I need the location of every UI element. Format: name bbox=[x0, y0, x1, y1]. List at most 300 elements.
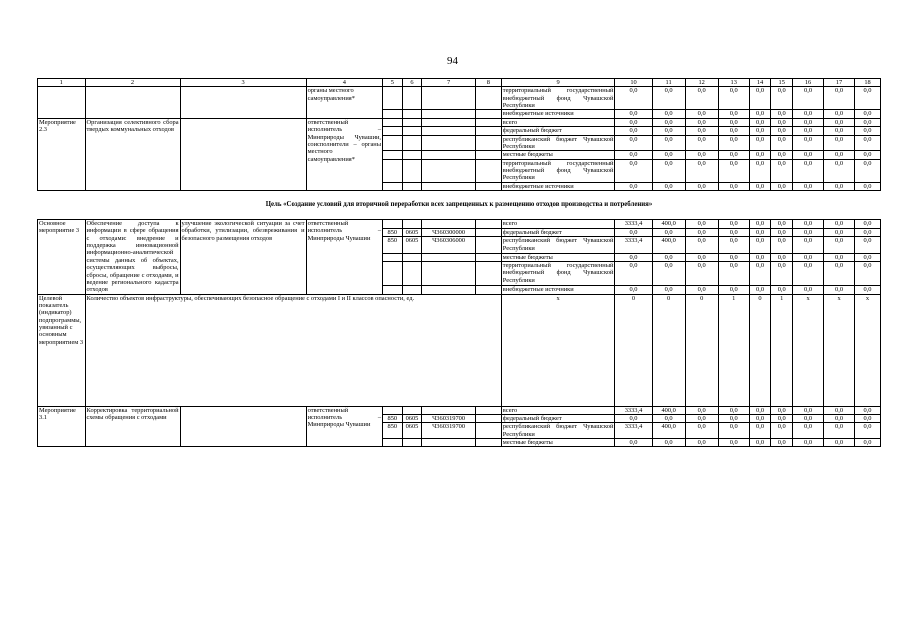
source-cell: республиканский бюджет Чувашской Республики bbox=[502, 237, 614, 252]
grbs-cell bbox=[383, 285, 403, 294]
value-cell: 0,0 bbox=[718, 118, 749, 126]
value-cell: 0,0 bbox=[685, 159, 718, 182]
source-cell: территориальный государственный внебюджетный фонд Чувашской Республики bbox=[502, 159, 614, 182]
code-cell bbox=[383, 110, 403, 118]
vr-cell bbox=[475, 118, 501, 126]
value-cell: 0,0 bbox=[718, 414, 749, 422]
value-cell: 0,0 bbox=[824, 118, 855, 126]
column-number: 6 bbox=[402, 79, 422, 87]
value-cell: 0,0 bbox=[771, 414, 793, 422]
value-cell: 0,0 bbox=[615, 87, 652, 110]
grbs-cell: 850 bbox=[383, 414, 403, 422]
cont-col2 bbox=[85, 87, 180, 118]
value-cell: 0,0 bbox=[793, 135, 824, 151]
value-cell: 0,0 bbox=[793, 118, 824, 126]
value-cell: 0,0 bbox=[652, 127, 685, 135]
value-cell: 0,0 bbox=[718, 228, 749, 237]
source-cell: внебюджетные источники bbox=[501, 285, 615, 294]
value-cell: 0,0 bbox=[855, 237, 881, 253]
value-cell: 400,0 bbox=[652, 237, 685, 253]
value-cell: 0,0 bbox=[793, 237, 824, 253]
value-cell: 0,0 bbox=[771, 285, 793, 294]
value-cell: 0,0 bbox=[652, 135, 685, 151]
vr-cell bbox=[475, 159, 501, 182]
value-cell: 0,0 bbox=[652, 414, 685, 422]
source-cell: республиканский бюджет Чувашской Республики bbox=[502, 135, 614, 150]
value-cell: 0,0 bbox=[718, 406, 749, 414]
rz-cell bbox=[402, 253, 422, 262]
value-cell: 0,0 bbox=[771, 127, 793, 135]
value-cell: 0,0 bbox=[771, 110, 793, 118]
column-number: 3 bbox=[180, 79, 306, 87]
rz-cell bbox=[402, 127, 422, 135]
value-cell: 0,0 bbox=[749, 127, 771, 135]
value-cell: 0,0 bbox=[824, 439, 855, 447]
vr-cell bbox=[475, 151, 501, 159]
grbs-cell bbox=[383, 135, 403, 151]
value-cell: 0,0 bbox=[615, 253, 652, 262]
indicator-label: Целевой показатель (индикатор) подпрограммы, увязанный с основным мероприятием 3 bbox=[38, 294, 86, 406]
source-cell: всего bbox=[501, 118, 615, 126]
rz-cell bbox=[402, 135, 422, 151]
value-cell: 0,0 bbox=[685, 127, 718, 135]
indicator-value: x bbox=[793, 294, 824, 406]
value-cell: 3333,4 bbox=[615, 423, 652, 439]
rz-cell bbox=[402, 285, 422, 294]
value-cell: 0,0 bbox=[749, 87, 771, 110]
source-cell: федеральный бюджет bbox=[501, 228, 615, 237]
grbs-cell: 850 bbox=[383, 237, 403, 253]
column-number: 9 bbox=[501, 79, 615, 87]
value-cell: 0,0 bbox=[615, 285, 652, 294]
value-cell: 0,0 bbox=[615, 110, 652, 118]
value-cell: 0,0 bbox=[824, 237, 855, 253]
indicator-value: 0 bbox=[615, 294, 652, 406]
vr-cell bbox=[475, 228, 501, 237]
csr-cell: Ч360306000 bbox=[422, 237, 476, 253]
value-cell: 0,0 bbox=[771, 151, 793, 159]
value-cell: 0,0 bbox=[615, 182, 652, 190]
vr-cell bbox=[475, 237, 501, 253]
csr-cell bbox=[422, 118, 476, 126]
value-cell: 0,0 bbox=[793, 151, 824, 159]
value-cell: 0,0 bbox=[793, 110, 824, 118]
value-cell: 0,0 bbox=[771, 439, 793, 447]
rz-cell: 0605 bbox=[402, 228, 422, 237]
value-cell: 0,0 bbox=[652, 285, 685, 294]
value-cell: 0,0 bbox=[652, 182, 685, 190]
measure-executor: ответственный исполнитель – Минприроды Чувашии bbox=[306, 220, 382, 295]
value-cell: 3333,4 bbox=[615, 237, 652, 253]
value-cell: 0,0 bbox=[793, 220, 824, 229]
cont-col3 bbox=[180, 87, 306, 118]
value-cell: 0,0 bbox=[685, 110, 718, 118]
value-cell: 0,0 bbox=[749, 159, 771, 182]
value-cell: 0,0 bbox=[855, 253, 881, 262]
rz-cell bbox=[402, 439, 422, 447]
table-row bbox=[38, 220, 881, 229]
value-cell: 0,0 bbox=[824, 159, 855, 182]
value-cell: 0,0 bbox=[749, 135, 771, 151]
code-cell bbox=[402, 110, 422, 118]
value-cell: 0,0 bbox=[793, 414, 824, 422]
csr-cell bbox=[422, 127, 476, 135]
value-cell: 0,0 bbox=[718, 151, 749, 159]
value-cell: 0,0 bbox=[824, 228, 855, 237]
grbs-cell bbox=[383, 182, 403, 190]
value-cell: 0,0 bbox=[749, 414, 771, 422]
value-cell: 0,0 bbox=[793, 228, 824, 237]
value-cell: 0,0 bbox=[685, 118, 718, 126]
vr-cell bbox=[475, 220, 501, 229]
value-cell: 0,0 bbox=[855, 285, 881, 294]
value-cell: 0,0 bbox=[652, 253, 685, 262]
value-cell: 0,0 bbox=[855, 159, 881, 182]
grbs-cell bbox=[383, 220, 403, 229]
indicator-value: 0 bbox=[749, 294, 771, 406]
value-cell: 0,0 bbox=[685, 237, 718, 253]
source-cell: всего bbox=[501, 220, 615, 229]
value-cell: 0,0 bbox=[793, 439, 824, 447]
value-cell: 0,0 bbox=[718, 220, 749, 229]
source-cell: территориальный государственный внебюджетный фонд Чувашской Республики bbox=[502, 87, 614, 110]
source-cell: местные бюджеты bbox=[501, 151, 615, 159]
csr-cell bbox=[422, 159, 476, 182]
value-cell: 0,0 bbox=[749, 406, 771, 414]
value-cell: 0,0 bbox=[771, 406, 793, 414]
rz-cell: 0605 bbox=[402, 237, 422, 253]
value-cell: 0,0 bbox=[855, 87, 881, 110]
rz-cell bbox=[402, 118, 422, 126]
value-cell: 0,0 bbox=[824, 127, 855, 135]
csr-cell: Ч360319700 bbox=[422, 423, 476, 439]
indicator-value: 0 bbox=[685, 294, 718, 406]
value-cell: 0,0 bbox=[771, 135, 793, 151]
column-number: 2 bbox=[85, 79, 180, 87]
value-cell: 0,0 bbox=[824, 110, 855, 118]
cont-executor: органы местного самоуправления* bbox=[306, 87, 382, 118]
vr-cell bbox=[475, 423, 501, 439]
value-cell: 0,0 bbox=[855, 135, 881, 151]
value-cell: 0,0 bbox=[749, 182, 771, 190]
value-cell: 0,0 bbox=[652, 439, 685, 447]
rz-cell: 0605 bbox=[402, 423, 422, 439]
value-cell: 0,0 bbox=[771, 220, 793, 229]
value-cell: 0,0 bbox=[652, 87, 685, 110]
value-cell: 0,0 bbox=[824, 406, 855, 414]
vr-cell bbox=[475, 285, 501, 294]
value-cell: 0,0 bbox=[652, 110, 685, 118]
value-cell: 0,0 bbox=[749, 151, 771, 159]
grbs-cell bbox=[383, 253, 403, 262]
value-cell: 0,0 bbox=[718, 253, 749, 262]
value-cell: 0,0 bbox=[685, 220, 718, 229]
value-cell: 0,0 bbox=[824, 182, 855, 190]
value-cell: 0,0 bbox=[855, 127, 881, 135]
indicator-value: 0 bbox=[652, 294, 685, 406]
value-cell: 0,0 bbox=[793, 159, 824, 182]
column-number-row bbox=[38, 79, 881, 87]
value-cell: 0,0 bbox=[824, 135, 855, 151]
value-cell: 0,0 bbox=[718, 127, 749, 135]
value-cell: 0,0 bbox=[793, 87, 824, 110]
value-cell: 0,0 bbox=[718, 182, 749, 190]
measure-name: Корректировка территориальной схемы обращения с отходами bbox=[85, 406, 180, 447]
indicator-value: 1 bbox=[718, 294, 749, 406]
source-cell: федеральный бюджет bbox=[501, 127, 615, 135]
measure-result bbox=[180, 406, 306, 447]
value-cell: 400,0 bbox=[652, 423, 685, 439]
value-cell: 0,0 bbox=[685, 253, 718, 262]
column-number: 5 bbox=[383, 79, 403, 87]
column-number: 7 bbox=[422, 79, 476, 87]
value-cell: 0,0 bbox=[855, 439, 881, 447]
value-cell: 0,0 bbox=[685, 151, 718, 159]
value-cell: 400,0 bbox=[652, 406, 685, 414]
value-cell: 0,0 bbox=[771, 237, 793, 253]
value-cell: 0,0 bbox=[855, 110, 881, 118]
value-cell: 0,0 bbox=[718, 237, 749, 253]
value-cell: 0,0 bbox=[685, 87, 718, 110]
source-cell: территориальный государственный внебюджетный фонд Чувашской Республики bbox=[502, 262, 614, 284]
code-cell bbox=[422, 87, 476, 110]
value-cell: 0,0 bbox=[685, 228, 718, 237]
csr-cell bbox=[422, 285, 476, 294]
value-cell: 0,0 bbox=[685, 262, 718, 286]
value-cell: 0,0 bbox=[652, 118, 685, 126]
value-cell: 0,0 bbox=[771, 228, 793, 237]
value-cell: 0,0 bbox=[749, 118, 771, 126]
csr-cell: Ч360319700 bbox=[422, 414, 476, 422]
indicator-value: 1 bbox=[771, 294, 793, 406]
indicator-value: x bbox=[824, 294, 855, 406]
measure-name: Организация селективного сбора твердых коммунальных отходов bbox=[85, 118, 180, 190]
value-cell: 0,0 bbox=[685, 182, 718, 190]
rz-cell bbox=[402, 182, 422, 190]
cont-col1 bbox=[38, 87, 86, 118]
indicator-value: x bbox=[501, 294, 615, 406]
value-cell: 0,0 bbox=[855, 262, 881, 286]
rz-cell bbox=[402, 220, 422, 229]
csr-cell bbox=[422, 253, 476, 262]
value-cell: 0,0 bbox=[749, 439, 771, 447]
csr-cell bbox=[422, 406, 476, 414]
vr-cell bbox=[475, 262, 501, 286]
value-cell: 3333,4 bbox=[615, 406, 652, 414]
value-cell: 0,0 bbox=[685, 135, 718, 151]
value-cell: 0,0 bbox=[652, 151, 685, 159]
vr-cell bbox=[475, 135, 501, 151]
value-cell: 0,0 bbox=[749, 423, 771, 439]
measure-result bbox=[180, 118, 306, 190]
column-number: 16 bbox=[793, 79, 824, 87]
column-number: 14 bbox=[749, 79, 771, 87]
value-cell: 0,0 bbox=[749, 228, 771, 237]
value-cell: 0,0 bbox=[615, 135, 652, 151]
vr-cell bbox=[475, 406, 501, 414]
value-cell: 0,0 bbox=[793, 182, 824, 190]
value-cell: 0,0 bbox=[718, 110, 749, 118]
value-cell: 0,0 bbox=[855, 406, 881, 414]
column-number: 17 bbox=[824, 79, 855, 87]
value-cell: 0,0 bbox=[685, 439, 718, 447]
value-cell: 0,0 bbox=[615, 228, 652, 237]
column-number: 12 bbox=[685, 79, 718, 87]
value-cell: 0,0 bbox=[749, 253, 771, 262]
value-cell: 0,0 bbox=[718, 159, 749, 182]
rz-cell bbox=[402, 406, 422, 414]
measure-label: Мероприятие 3.1 bbox=[38, 406, 86, 447]
grbs-cell bbox=[383, 406, 403, 414]
value-cell: 0,0 bbox=[855, 182, 881, 190]
rz-cell bbox=[402, 151, 422, 159]
measure-executor: ответственный исполнитель – Минприроды Чувашии bbox=[306, 406, 382, 447]
column-number: 8 bbox=[475, 79, 501, 87]
indicator-text: Количество объектов инфраструктуры, обеспечивающих безопасное обращение с отходами I и II классов опасности, ед. bbox=[85, 294, 501, 406]
column-number: 15 bbox=[771, 79, 793, 87]
value-cell: 0,0 bbox=[615, 414, 652, 422]
value-cell: 0,0 bbox=[824, 220, 855, 229]
budget-table bbox=[37, 78, 881, 447]
code-cell bbox=[475, 110, 501, 118]
value-cell: 0,0 bbox=[718, 262, 749, 286]
csr-cell: Ч360300000 bbox=[422, 228, 476, 237]
value-cell: 0,0 bbox=[824, 285, 855, 294]
measure-result: улучшение экологической ситуации за счет обработки, утилизации, обезвреживания и безопасного размещения отходов bbox=[180, 220, 306, 295]
value-cell: 0,0 bbox=[718, 87, 749, 110]
rz-cell bbox=[402, 262, 422, 286]
vr-cell bbox=[475, 127, 501, 135]
column-number: 18 bbox=[855, 79, 881, 87]
value-cell: 0,0 bbox=[771, 423, 793, 439]
value-cell: 0,0 bbox=[615, 439, 652, 447]
value-cell: 0,0 bbox=[685, 406, 718, 414]
table-row bbox=[38, 118, 881, 126]
value-cell: 0,0 bbox=[652, 228, 685, 237]
grbs-cell bbox=[383, 151, 403, 159]
value-cell: 0,0 bbox=[749, 262, 771, 286]
value-cell: 0,0 bbox=[615, 159, 652, 182]
goal-text: Цель «Создание условий для вторичной переработки всех запрещенных к размещению отходов производства и потребления» bbox=[38, 191, 881, 220]
column-number: 10 bbox=[615, 79, 652, 87]
value-cell: 0,0 bbox=[793, 406, 824, 414]
vr-cell bbox=[475, 439, 501, 447]
value-cell: 0,0 bbox=[855, 220, 881, 229]
grbs-cell bbox=[383, 118, 403, 126]
value-cell: 0,0 bbox=[685, 423, 718, 439]
value-cell: 0,0 bbox=[718, 423, 749, 439]
value-cell: 0,0 bbox=[615, 262, 652, 286]
table-row bbox=[38, 406, 881, 414]
code-cell bbox=[383, 87, 403, 110]
code-cell bbox=[402, 87, 422, 110]
value-cell: 0,0 bbox=[771, 159, 793, 182]
vr-cell bbox=[475, 182, 501, 190]
source-cell: республиканский бюджет Чувашской Республики bbox=[502, 423, 614, 438]
grbs-cell bbox=[383, 159, 403, 182]
table-row bbox=[38, 87, 881, 110]
grbs-cell bbox=[383, 127, 403, 135]
value-cell: 0,0 bbox=[685, 285, 718, 294]
csr-cell bbox=[422, 262, 476, 286]
value-cell: 0,0 bbox=[824, 414, 855, 422]
code-cell bbox=[475, 87, 501, 110]
indicator-value: x bbox=[855, 294, 881, 406]
value-cell: 0,0 bbox=[771, 262, 793, 286]
rz-cell: 0605 bbox=[402, 414, 422, 422]
source-cell: всего bbox=[501, 406, 615, 414]
column-number: 13 bbox=[718, 79, 749, 87]
measure-label: Мероприятие 2.3 bbox=[38, 118, 86, 190]
value-cell: 0,0 bbox=[793, 285, 824, 294]
grbs-cell: 850 bbox=[383, 423, 403, 439]
value-cell: 0,0 bbox=[615, 151, 652, 159]
indicator-row bbox=[38, 294, 881, 406]
value-cell: 0,0 bbox=[855, 414, 881, 422]
csr-cell bbox=[422, 220, 476, 229]
value-cell: 0,0 bbox=[855, 228, 881, 237]
value-cell: 0,0 bbox=[749, 110, 771, 118]
vr-cell bbox=[475, 414, 501, 422]
value-cell: 0,0 bbox=[824, 87, 855, 110]
value-cell: 0,0 bbox=[771, 118, 793, 126]
grbs-cell bbox=[383, 439, 403, 447]
column-number: 1 bbox=[38, 79, 86, 87]
goal-row bbox=[38, 191, 881, 220]
grbs-cell: 850 bbox=[383, 228, 403, 237]
value-cell: 0,0 bbox=[771, 87, 793, 110]
value-cell: 0,0 bbox=[615, 118, 652, 126]
csr-cell bbox=[422, 135, 476, 151]
code-cell bbox=[422, 110, 476, 118]
value-cell: 3333,4 bbox=[615, 220, 652, 229]
page-number: 94 bbox=[447, 55, 458, 67]
value-cell: 400,0 bbox=[652, 220, 685, 229]
vr-cell bbox=[475, 253, 501, 262]
source-cell: федеральный бюджет bbox=[501, 414, 615, 422]
source-cell: внебюджетные источники bbox=[501, 110, 615, 118]
value-cell: 0,0 bbox=[793, 423, 824, 439]
source-cell: местные бюджеты bbox=[501, 253, 615, 262]
value-cell: 0,0 bbox=[749, 285, 771, 294]
source-cell: местные бюджеты bbox=[501, 439, 615, 447]
value-cell: 0,0 bbox=[824, 262, 855, 286]
value-cell: 0,0 bbox=[615, 127, 652, 135]
value-cell: 0,0 bbox=[771, 253, 793, 262]
measure-executor: ответственный исполнитель – Минприроды Чувашии, соисполнители – органы местного самоуправления* bbox=[306, 118, 382, 190]
value-cell: 0,0 bbox=[718, 285, 749, 294]
rz-cell bbox=[402, 159, 422, 182]
measure-label: Основное мероприятие 3 bbox=[38, 220, 86, 295]
value-cell: 0,0 bbox=[718, 135, 749, 151]
column-number: 4 bbox=[306, 79, 382, 87]
value-cell: 0,0 bbox=[824, 423, 855, 439]
value-cell: 0,0 bbox=[652, 262, 685, 286]
csr-cell bbox=[422, 182, 476, 190]
value-cell: 0,0 bbox=[685, 414, 718, 422]
column-number: 11 bbox=[652, 79, 685, 87]
grbs-cell bbox=[383, 262, 403, 286]
value-cell: 0,0 bbox=[652, 159, 685, 182]
csr-cell bbox=[422, 151, 476, 159]
value-cell: 0,0 bbox=[749, 220, 771, 229]
csr-cell bbox=[422, 439, 476, 447]
value-cell: 0,0 bbox=[824, 151, 855, 159]
value-cell: 0,0 bbox=[855, 118, 881, 126]
value-cell: 0,0 bbox=[718, 439, 749, 447]
value-cell: 0,0 bbox=[793, 262, 824, 286]
value-cell: 0,0 bbox=[824, 253, 855, 262]
